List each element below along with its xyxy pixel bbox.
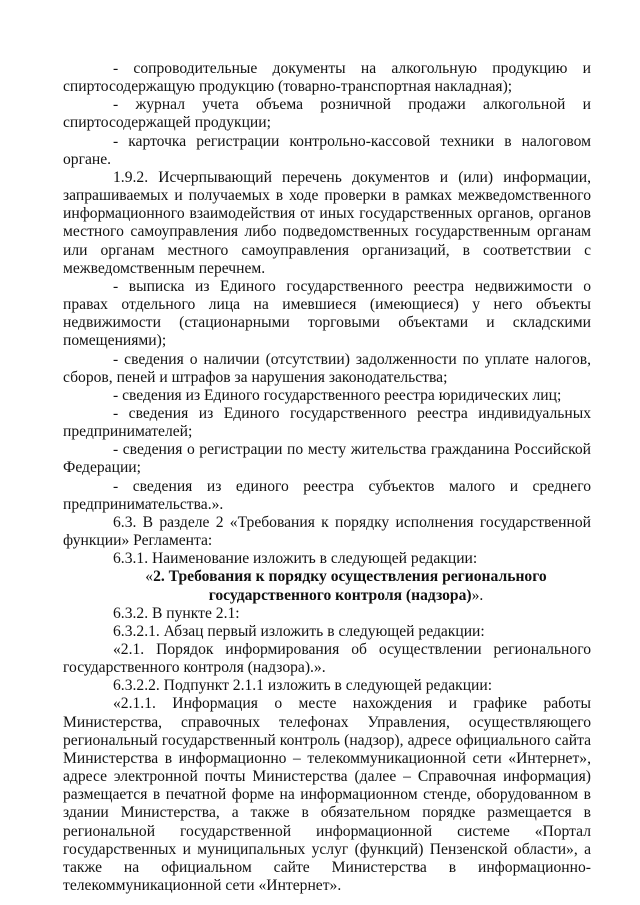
paragraph-sales-journal: - журнал учета объема розничной продажи алкогольной и спиртосодержащей продукции;: [63, 96, 591, 132]
paragraph-2-1-quote: «2.1. Порядок информирования об осуществлении регионального государственного контроля (надзора).».: [63, 641, 591, 677]
paragraph-1-9-2: 1.9.2. Исчерпывающий перечень документов и (или) информации, запрашиваемых и получаемых в ходе проверки в рамках межведомственного информационного взаимодействия от иных государственных органов, органов местного самоуправления либо подведомственных государственным органам или органам местного самоуправления организаций, в соответствии с межведомственным перечнем.: [63, 168, 591, 277]
paragraph-cash-register-card: - карточка регистрации контрольно-кассовой техники в налоговом органе.: [63, 132, 591, 168]
paragraph-sme-registry: - сведения из единого реестра субъектов малого и среднего предпринимательства.».: [63, 477, 591, 513]
section-heading: [63, 568, 591, 604]
paragraph-entrepreneurs-registry: - сведения из Единого государственного реестра индивидуальных предпринимателей;: [63, 404, 591, 441]
heading-text: 2. Требования к порядку осуществления регионального государственного контроля (надзора): [153, 568, 547, 604]
heading-close-quote: ».: [471, 586, 484, 604]
paragraph-6-3-1: 6.3.1. Наименование изложить в следующей редакции:: [113, 550, 478, 568]
paragraph-6-3-2-2: 6.3.2.2. Подпункт 2.1.1 изложить в следующей редакции:: [113, 677, 493, 695]
heading-open-quote: «: [145, 568, 154, 586]
paragraph-6-3: 6.3. В разделе 2 «Требования к порядку исполнения государственной функции» Регламента:: [63, 513, 591, 550]
paragraph-legal-entities-registry: - сведения из Единого государственного реестра юридических лиц;: [113, 386, 562, 404]
paragraph-real-estate-extract: - выписка из Единого государственного реестра недвижимости о правах отдельного лица на имевшиеся (имеющиеся) у него объекты недвижимости (стационарными торговыми объектами и складскими помещениями);: [63, 277, 591, 350]
paragraph-2-1-1-quote: «2.1.1. Информация о месте нахождения и графике работы Министерства, справочных телефонах Управления, осуществляющего региональный государственный контроль (надзор), адресе официального сайта Министерства в информационно – телекоммуникационной сети «Интернет», адресе электронной почты Министерства (далее – Справочная информация) размещается в печатной форме на информационном стенде, оборудованном в здании Министерства, а также в обязательном порядке размещается в региональной государственной информационной системе «Портал государственных и муниципальных услуг (функций) Пензенской области», а также на официальном сайте Министерства в информационно-телекоммуникационной сети «Интернет».: [63, 695, 591, 895]
paragraph-6-3-2-1: 6.3.2.1. Абзац первый изложить в следующей редакции:: [113, 622, 485, 640]
document-page: [63, 60, 591, 895]
paragraph-tax-debt-info: - сведения о наличии (отсутствии) задолженности по уплате налогов, сборов, пеней и штрафов за нарушения законодательства;: [63, 350, 591, 386]
paragraph-accompanying-docs: - сопроводительные документы на алкогольную продукцию и спиртосодержащую продукцию (товарно-транспортная накладная);: [63, 60, 591, 96]
paragraph-6-3-2: 6.3.2. В пункте 2.1:: [113, 604, 240, 622]
paragraph-residence-registration: - сведения о регистрации по месту жительства гражданина Российской Федерации;: [63, 441, 591, 477]
